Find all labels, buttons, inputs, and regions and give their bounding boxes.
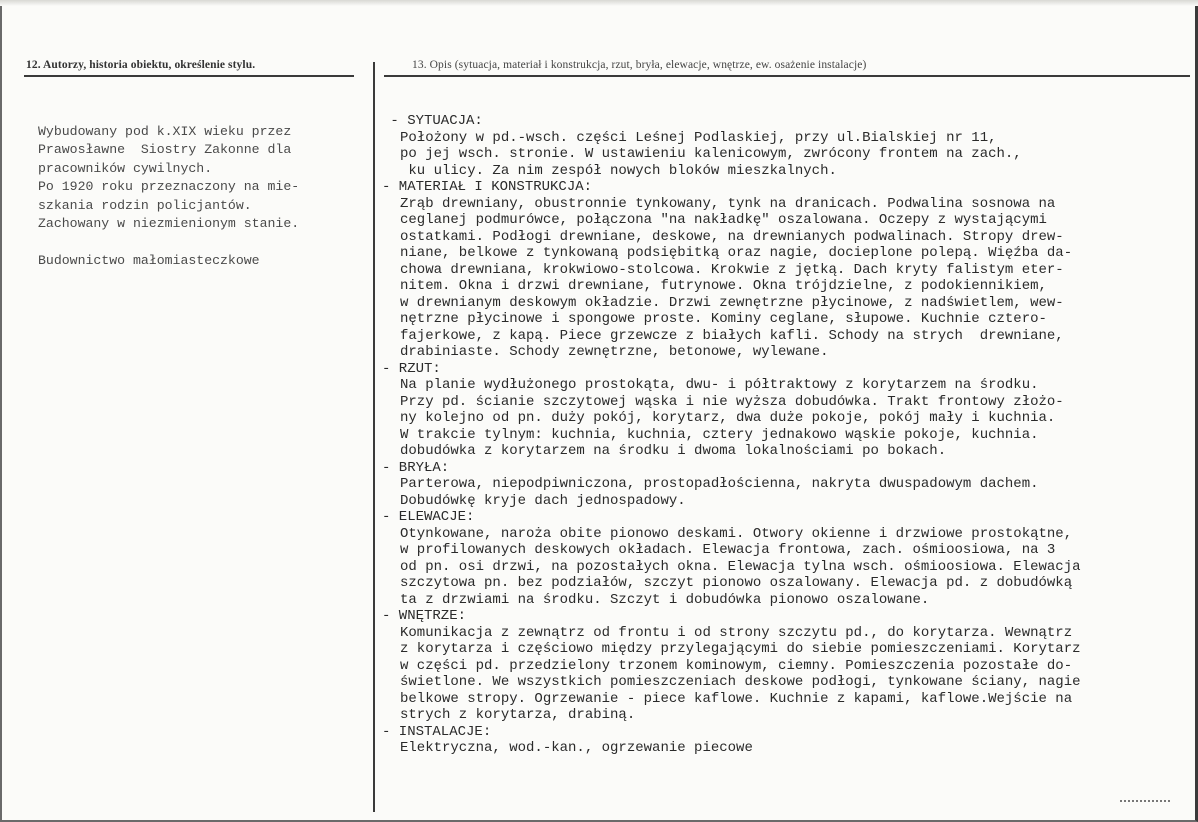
section-line: dobudówka z korytarzem na środku i dwoma lokalnościami po bokach.	[400, 443, 947, 459]
section-line: ny kolejno od pn. duży pokój, korytarz, dwa duże pokoje, pokój mały i kuchnia.	[400, 410, 1056, 426]
history-line	[38, 233, 368, 251]
section-body	[382, 377, 1192, 460]
section-body	[382, 130, 1192, 180]
section-line: W trakcie tylnym: kuchnia, kuchnia, cztery jednakowo wąskie pokoje, kuchnia.	[400, 426, 1039, 443]
section-body	[382, 625, 1192, 724]
section-title: - WNĘTRZE:	[382, 608, 467, 624]
description-section	[382, 460, 1192, 510]
history-text-block	[38, 123, 368, 270]
section-body	[382, 196, 1192, 361]
section-line: z korytarza i częściowo między przylegającymi do siebie pomieszczeniami. Korytarz	[400, 641, 1081, 657]
description-section	[382, 509, 1192, 608]
section-line: Komunikacja z zewnątrz od frontu i od strony szczytu pd., do korytarza. Wewnątrz	[400, 624, 1073, 641]
right-heading-rule	[384, 75, 1190, 77]
history-line: szkania rodzin policjantów.	[38, 197, 252, 213]
scan-bottom-marks	[1120, 800, 1170, 804]
scan-top-edge	[0, 0, 1198, 6]
left-heading-rule	[24, 75, 354, 77]
description-section	[382, 361, 1192, 460]
section-line: Dobudówkę kryje dach jednospadowy.	[400, 492, 686, 509]
section-title: - BRYŁA:	[382, 459, 450, 476]
section-line: chowa drewniana, krokwiowo-stolcowa. Krokwie z jętką. Dach kryty falistym eter-	[400, 261, 1064, 278]
section-line: Parterowa, niepodpiwniczona, prostopadłościenna, nakryta dwuspadowym dachem.	[400, 476, 1039, 492]
section-line: drabiniaste. Schody zewnętrzne, betonowe, wylewane.	[400, 344, 829, 360]
section-line: od pn. osi drzwi, na pozostałych okna. Elewacja tylna wsch. ośmioosiowa. Elewacja	[400, 558, 1081, 575]
section-line: świetlone. We wszystkich pomieszczeniach deskowe podłogi, tynkowane ściany, nagie	[400, 674, 1081, 690]
section-line: Otynkowane, naroża obite pionowo deskami. Otwory okienne i drzwiowe prostokątne,	[400, 525, 1073, 542]
section-title: - RZUT:	[382, 360, 441, 377]
section-line: nitem. Okna i drzwi drewniane, futrynowe. Okna trójdzielne, z podokiennikiem,	[400, 278, 1047, 294]
section-line: Położony w pd.-wsch. części Leśnej Podlaskiej, przy ul.Bialskiej nr 11,	[400, 129, 997, 146]
section-line: ostatkami. Podłogi drewniane, deskowe, na drewnianych podwalinach. Stropy drew-	[400, 228, 1064, 245]
history-line: Wybudowany pod k.XIX wieku przez	[38, 124, 292, 139]
section-title: - MATERIAŁ I KONSTRUKCJA:	[382, 179, 593, 195]
section-line: fajerkowe, z kapą. Piece grzewcze z białych kafli. Schody na strych drewniane,	[400, 327, 1064, 344]
section-line: belkowe stropy. Ogrzewanie - piece kaflowe. Kuchnie z kapami, kaflowe.Wejście na	[400, 690, 1073, 707]
section-title: - SYTUACJA:	[382, 113, 483, 129]
section-line: Na planie wydłużonego prostokąta, dwu- i półtraktowy z korytarzem na środku.	[400, 377, 1039, 393]
section-title: - ELEWACJE:	[382, 509, 475, 525]
section-line: w części pd. przedzielony trzonem kominowym, ciemny. Pomieszczenia pozostałe do-	[400, 657, 1073, 674]
section-line: strych z korytarza, drabiną.	[400, 707, 636, 723]
section-line: ceglanej podmurówce, połączona "na nakładkę" oszalowana. Oczepy z wystającymi	[400, 212, 1047, 228]
section-line: nętrzne płycinowe i spongowe proste. Kominy ceglane, słupowe. Kuchnie cztero-	[400, 311, 1047, 327]
column-divider	[373, 62, 375, 812]
section-line: w profilowanych deskowych okładach. Elewacja frontowa, zach. ośmioosiowa, na 3	[400, 542, 1056, 558]
section-line: szczytowa pn. bez podziałów, szczyt pionowo oszalowany. Elewacja pd. z dobudówką	[400, 575, 1073, 591]
description-section	[382, 608, 1192, 724]
section-line: niane, belkowe z tynkowaną podsiębitką oraz nagie, docieplone polepą. Więźba da-	[400, 245, 1073, 261]
history-line: pracowników cywilnych.	[38, 160, 213, 176]
right-column-heading: 13. Opis (sytuacja, materiał i konstrukcja, rzut, bryła, elewacje, wnętrze, ew. osażenie instalacje)	[412, 59, 867, 71]
section-body	[382, 476, 1192, 509]
left-column-heading: 12. Autorzy, historia obiektu, określenie stylu.	[26, 59, 256, 71]
section-body	[382, 740, 1192, 757]
history-line: Po 1920 roku przeznaczony na mie-	[38, 179, 300, 195]
section-line: Zrąb drewniany, obustronnie tynkowany, tynk na dranicach. Podwalina sosnowa na	[400, 195, 1056, 212]
section-line: ku ulicy. Za nim zespół nowych bloków mieszkalnych.	[400, 162, 837, 179]
section-line: Przy pd. ścianie szczytowej wąska i nie wyższa dobudówka. Trakt frontowy złożo-	[400, 393, 1064, 410]
section-body	[382, 526, 1192, 609]
description-section	[382, 179, 1192, 361]
history-line: Budownictwo małomiasteczkowe	[38, 252, 260, 268]
description-section	[382, 113, 1192, 179]
section-title: - INSTALACJE:	[382, 723, 492, 740]
section-line: w drewnianym deskowym okładzie. Drzwi zewnętrzne płycinowe, z nadświetlem, wew-	[400, 294, 1064, 311]
history-line: Zachowany w niezmienionym stanie.	[38, 216, 300, 232]
section-line: Elektryczna, wod.-kan., ogrzewanie piecowe	[400, 740, 753, 756]
section-line: ta z drzwiami na środku. Szczyt i dobudówka pionowo oszalowane.	[400, 591, 930, 608]
history-line: Prawosławne Siostry Zakonne dla	[38, 142, 292, 158]
section-line: po jej wsch. stronie. W ustawieniu kalenicowym, zwrócony frontem na zach.,	[400, 146, 1022, 162]
description-section	[382, 724, 1192, 757]
description-text-block	[382, 113, 1192, 757]
